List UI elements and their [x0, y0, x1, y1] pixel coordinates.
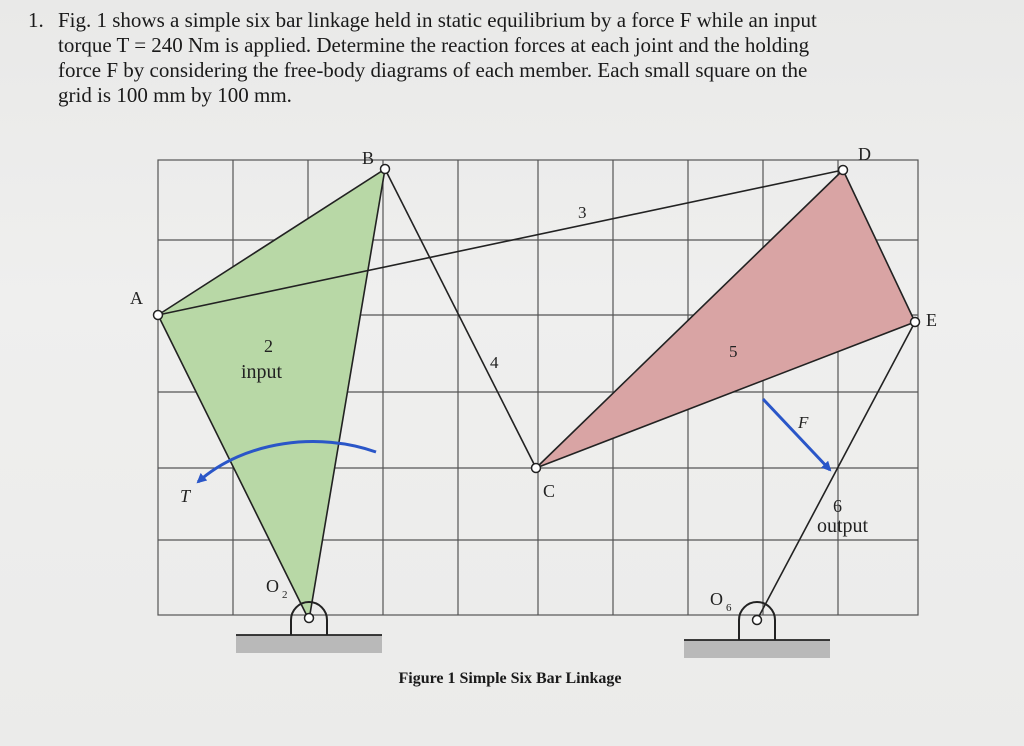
label-link-6-number: 6 — [833, 496, 842, 516]
figure-caption: Figure 1 Simple Six Bar Linkage — [398, 670, 622, 687]
joint-c — [532, 464, 541, 473]
label-o2-subscript: 2 — [282, 589, 288, 601]
joint-a — [154, 311, 163, 320]
problem-number: 1. — [28, 8, 44, 32]
label-link-3: 3 — [578, 203, 587, 222]
label-a: A — [130, 288, 143, 308]
label-o6-subscript: 6 — [726, 602, 732, 614]
label-link-6-name: output — [817, 515, 869, 537]
link-2-triangle — [158, 169, 385, 620]
link-5-triangle — [536, 170, 915, 468]
problem-line: Fig. 1 shows a simple six bar linkage held in static equilibrium by a force F while an input — [58, 8, 817, 32]
problem-line: grid is 100 mm by 100 mm. — [58, 83, 292, 107]
ground-block — [236, 635, 382, 653]
label-c: C — [543, 481, 556, 501]
problem-line: torque T = 240 Nm is applied. Determine the reaction forces at each joint and the holding — [58, 33, 810, 57]
label-link-5: 5 — [729, 342, 738, 361]
label-b: B — [362, 148, 375, 168]
joint-d — [839, 166, 848, 175]
link-4 — [385, 169, 536, 468]
label-link-2-name: input — [241, 361, 283, 383]
label-o2: O — [266, 576, 279, 596]
ground-o6 — [684, 602, 830, 658]
problem-line: force F by considering the free-body diagrams of each member. Each small square on the — [58, 58, 808, 82]
label-force-f: F — [798, 413, 809, 432]
label-torque-t: T — [180, 486, 191, 506]
joint-b — [381, 165, 390, 174]
force-arrow — [763, 399, 830, 470]
label-link-4: 4 — [490, 353, 499, 372]
label-d: D — [858, 144, 871, 164]
joint-o6 — [753, 616, 762, 625]
label-link-2-number: 2 — [264, 336, 273, 356]
ground-block — [684, 640, 830, 658]
label-o6: O — [710, 589, 723, 609]
label-e: E — [926, 310, 937, 330]
joint-o2 — [305, 614, 314, 623]
joint-e — [911, 318, 920, 327]
